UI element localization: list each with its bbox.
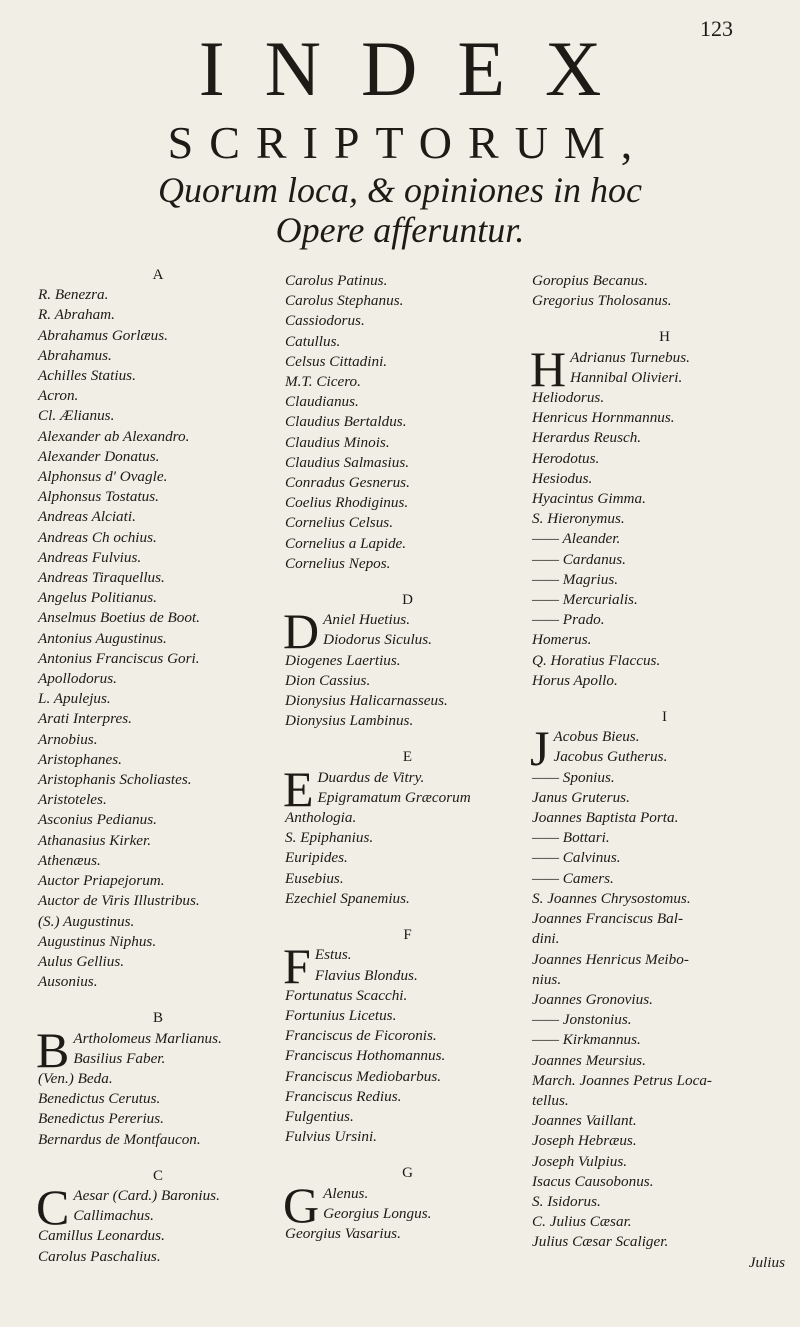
index-entry: tellus. xyxy=(532,1091,569,1109)
index-entry: B Artholomeus Marlianus. xyxy=(36,1021,222,1078)
index-entry: —— Mercurialis. xyxy=(532,591,638,609)
section-letter-D: D xyxy=(402,592,413,609)
index-entry: Basilius Faber. xyxy=(73,1049,166,1067)
index-entry: Carolus Patinus. xyxy=(285,272,388,289)
index-entry: Heliodorus. xyxy=(532,389,605,407)
index-entry: S. Epiphanius. xyxy=(285,829,374,847)
section-gap xyxy=(38,992,278,1008)
index-entry: March. Joannes Petrus Loca- xyxy=(532,1071,712,1089)
index-entry: Franciscus Hothomannus. xyxy=(285,1047,446,1065)
index-entry: Henricus Hornmannus. xyxy=(532,409,675,427)
section-gap xyxy=(532,311,797,327)
index-entry: Catullus. xyxy=(285,332,341,350)
index-entry: Aristoteles. xyxy=(38,791,107,809)
drop-cap: E xyxy=(283,760,314,817)
index-entry: Andreas Alciati. xyxy=(38,508,136,526)
index-entry: (S.) Augustinus. xyxy=(38,912,135,930)
index-entry: Eusebius. xyxy=(285,869,344,887)
index-entry: F Estus. xyxy=(283,938,352,995)
index-entry: Bernardus de Montfaucon. xyxy=(38,1130,201,1148)
section-letter-E: E xyxy=(402,749,413,766)
index-entry: D Aniel Huetius. xyxy=(283,603,410,660)
section-letter-A: A xyxy=(152,267,164,283)
index-entry: Herardus Reusch. xyxy=(532,429,642,447)
index-entry: —— Bottari. xyxy=(532,829,610,847)
index-entry: Isacus Causobonus. xyxy=(532,1172,654,1190)
index-entry: Dionysius Lambinus. xyxy=(285,712,414,730)
section-letter-G: G xyxy=(402,1165,413,1182)
index-entry: Franciscus de Ficoronis. xyxy=(285,1027,437,1045)
index-entry: dini. xyxy=(532,930,560,948)
index-entry: Auctor de Viris Illustribus. xyxy=(38,892,200,910)
section-letter-F: F xyxy=(403,927,412,944)
index-entry: Horus Apollo. xyxy=(532,671,618,689)
index-entry: Joannes Baptista Porta. xyxy=(532,809,679,827)
index-entry: Joseph Vulpius. xyxy=(532,1152,628,1170)
index-entry: Andreas Fulvius. xyxy=(38,548,142,566)
index-entry: Georgius Longus. xyxy=(323,1204,432,1222)
index-entry: Callimachus. xyxy=(73,1207,154,1225)
index-entry: R. Abraham. xyxy=(38,306,115,324)
index-entry: Joannes Gronovius. xyxy=(532,990,653,1008)
index-entry: Joannes Vaillant. xyxy=(532,1112,637,1130)
index-entry: Benedictus Pererius. xyxy=(38,1110,164,1128)
index-entry: Ausonius. xyxy=(38,973,98,991)
section-gap xyxy=(532,691,797,707)
drop-cap: F xyxy=(283,938,311,995)
subtitle-line-1: Quorum loca, & opiniones in hoc xyxy=(158,170,642,210)
column-1 xyxy=(38,265,278,1267)
index-entry: Antonius Augustinus. xyxy=(38,629,167,647)
index-entry: S. Isidorus. xyxy=(532,1192,601,1210)
index-entry: Fortunatus Scacchi. xyxy=(285,986,408,1004)
index-entry: Anthologia. xyxy=(285,809,357,827)
index-entry: R. Benezra. xyxy=(38,286,109,304)
index-entry: Andreas Tiraquellus. xyxy=(38,569,165,587)
drop-cap: D xyxy=(283,603,320,660)
index-entry: Coelius Rhodiginus. xyxy=(285,494,409,512)
index-entry: Alphonsus d' Ovagle. xyxy=(38,468,168,486)
index-entry: H Adrianus Turnebus. xyxy=(530,340,690,397)
index-entry: Carolus Paschalius. xyxy=(38,1247,161,1265)
index-entry: Arati Interpres. xyxy=(38,710,132,728)
index-entry: —— Sponius. xyxy=(532,768,615,786)
index-entry: Cornelius Celsus. xyxy=(285,514,394,532)
index-entry: Fulvius Ursini. xyxy=(285,1128,377,1146)
index-entry: Julius Cæsar Scaliger. xyxy=(532,1233,669,1251)
index-entry: Arnobius. xyxy=(38,730,98,748)
drop-cap: C xyxy=(36,1178,70,1235)
index-entry: Alexander ab Alexandro. xyxy=(38,427,190,445)
section-letter-B: B xyxy=(152,1010,163,1027)
index-entry: L. Apulejus. xyxy=(38,690,111,708)
index-entry: Epigramatum Græcorum xyxy=(317,788,471,806)
index-entry: Hyacintus Gimma. xyxy=(532,490,646,508)
index-entry: Fulgentius. xyxy=(285,1107,354,1125)
drop-cap: J xyxy=(530,720,550,777)
index-entry: Claudius Minois. xyxy=(285,433,390,451)
index-entry: Franciscus Mediobarbus. xyxy=(285,1067,442,1085)
index-entry: Goropius Becanus. xyxy=(532,272,648,289)
index-entry: Cornelius a Lapide. xyxy=(285,534,407,552)
catchword: Julius xyxy=(748,1253,785,1271)
index-entry: Anselmus Boetius de Boot. xyxy=(38,609,200,627)
index-entry: Aulus Gellius. xyxy=(38,952,125,970)
index-entry: Cassiodorus. xyxy=(285,312,365,330)
index-entry: Franciscus Redius. xyxy=(285,1087,402,1105)
section-gap xyxy=(285,1147,530,1163)
index-entry: Dion Cassius. xyxy=(285,671,371,689)
index-entry: Asconius Pedianus. xyxy=(38,811,157,829)
index-entry: Carolus Stephanus. xyxy=(285,292,404,310)
index-entry: Q. Horatius Flaccus. xyxy=(532,651,661,669)
section-gap xyxy=(285,909,530,925)
index-entry: Cl. Ælianus. xyxy=(38,407,115,425)
index-entry: Claudianus. xyxy=(285,393,359,411)
index-entry: Alexander Donatus. xyxy=(38,447,160,465)
column-2 xyxy=(285,265,530,1244)
index-entry: Hesiodus. xyxy=(532,469,593,487)
index-entry: S. Hieronymus. xyxy=(532,510,625,528)
section-gap xyxy=(285,574,530,590)
column-3 xyxy=(532,265,797,1273)
section-letter-H: H xyxy=(659,329,670,346)
index-entry: Flavius Blondus. xyxy=(314,966,418,984)
section-gap xyxy=(38,1150,278,1166)
index-entry: Apollodorus. xyxy=(38,670,117,688)
index-entry: —— Aleander. xyxy=(532,530,621,548)
index-entry: Conradus Gesnerus. xyxy=(285,474,410,492)
drop-cap: H xyxy=(530,340,567,397)
index-entry: Hannibal Olivieri. xyxy=(570,368,683,386)
index-entry: Augustinus Niphus. xyxy=(38,932,157,950)
page-number: 123 xyxy=(700,16,733,41)
index-entry: Celsus Cittadini. xyxy=(285,352,388,370)
index-entry: Claudius Bertaldus. xyxy=(285,413,407,431)
index-entry: Abrahamus Gorlæus. xyxy=(38,326,168,344)
index-entry: Achilles Statius. xyxy=(38,367,136,385)
index-entry: Auctor Priapejorum. xyxy=(38,872,165,890)
section-letter-I: I xyxy=(662,709,667,726)
index-entry: Georgius Vasarius. xyxy=(285,1224,401,1242)
index-entry: C Aesar (Card.) Baronius. xyxy=(36,1178,220,1235)
index-entry: Athanasius Kirker. xyxy=(38,831,152,849)
index-subtitle: SCRIPTORUM, xyxy=(167,117,649,168)
index-entry: Homerus. xyxy=(532,631,592,649)
index-entry: J Acobus Bieus. xyxy=(530,720,640,777)
index-entry: Cornelius Nepos. xyxy=(285,554,391,572)
index-entry: Benedictus Cerutus. xyxy=(38,1090,161,1108)
index-entry: Angelus Politianus. xyxy=(38,589,157,607)
index-entry: Joannes Meursius. xyxy=(532,1051,646,1069)
index-entry: —— Jonstonius. xyxy=(532,1011,632,1029)
drop-cap: B xyxy=(36,1021,70,1078)
subtitle-line-2: Opere afferuntur. xyxy=(275,210,525,250)
index-entry: C. Julius Cæsar. xyxy=(532,1213,632,1231)
index-entry: —— Camers. xyxy=(532,869,614,887)
index-entry: Joseph Hebræus. xyxy=(532,1132,637,1150)
index-entry: Diogenes Laertius. xyxy=(285,651,401,669)
index-entry: Herodotus. xyxy=(532,449,600,467)
index-entry: Abrahamus. xyxy=(38,346,112,364)
index-entry: G Alenus. xyxy=(283,1176,369,1233)
index-entry: Fortunius Licetus. xyxy=(285,1006,397,1024)
index-entry: —— Prado. xyxy=(532,611,605,629)
index-entry: Acron. xyxy=(38,387,79,405)
index-entry: Athenæus. xyxy=(38,851,101,869)
index-entry: Dionysius Halicarnasseus. xyxy=(285,692,448,710)
section-gap xyxy=(285,731,530,747)
index-entry: Aristophanis Scholiastes. xyxy=(38,771,192,789)
index-title: INDEX xyxy=(198,25,642,112)
index-entry: Aristophanes. xyxy=(38,750,122,768)
index-entry: Antonius Franciscus Gori. xyxy=(38,649,200,667)
index-entry: —— Magrius. xyxy=(532,570,619,588)
index-entry: Jacobus Gutherus. xyxy=(553,748,668,766)
index-entry: Diodorus Siculus. xyxy=(323,631,432,649)
index-entry: Camillus Leonardus. xyxy=(38,1227,165,1245)
section-letter-C: C xyxy=(152,1167,163,1184)
drop-cap: G xyxy=(283,1176,320,1233)
index-entry: M.T. Cicero. xyxy=(285,373,361,391)
index-entry: Joannes Franciscus Bal- xyxy=(532,910,683,928)
index-entry: (Ven.) Beda. xyxy=(38,1069,113,1087)
index-entry: Claudius Salmasius. xyxy=(285,453,410,471)
index-entry: Andreas Ch ochius. xyxy=(38,528,157,546)
index-entry: Ezechiel Spanemius. xyxy=(285,889,410,907)
index-entry: E Duardus de Vitry. xyxy=(283,760,425,817)
index-entry: nius. xyxy=(532,970,562,988)
index-entry: —— Calvinus. xyxy=(532,849,621,867)
index-entry: Gregorius Tholosanus. xyxy=(532,292,672,310)
index-entry: Euripides. xyxy=(285,849,348,867)
index-entry: —— Kirkmannus. xyxy=(532,1031,641,1049)
index-entry: Alphonsus Tostatus. xyxy=(38,488,159,506)
index-entry: —— Cardanus. xyxy=(532,550,626,568)
index-entry: S. Joannes Chrysostomus. xyxy=(532,889,691,907)
index-entry: Joannes Henricus Meibo- xyxy=(532,950,689,968)
index-entry: Janus Gruterus. xyxy=(532,788,630,806)
